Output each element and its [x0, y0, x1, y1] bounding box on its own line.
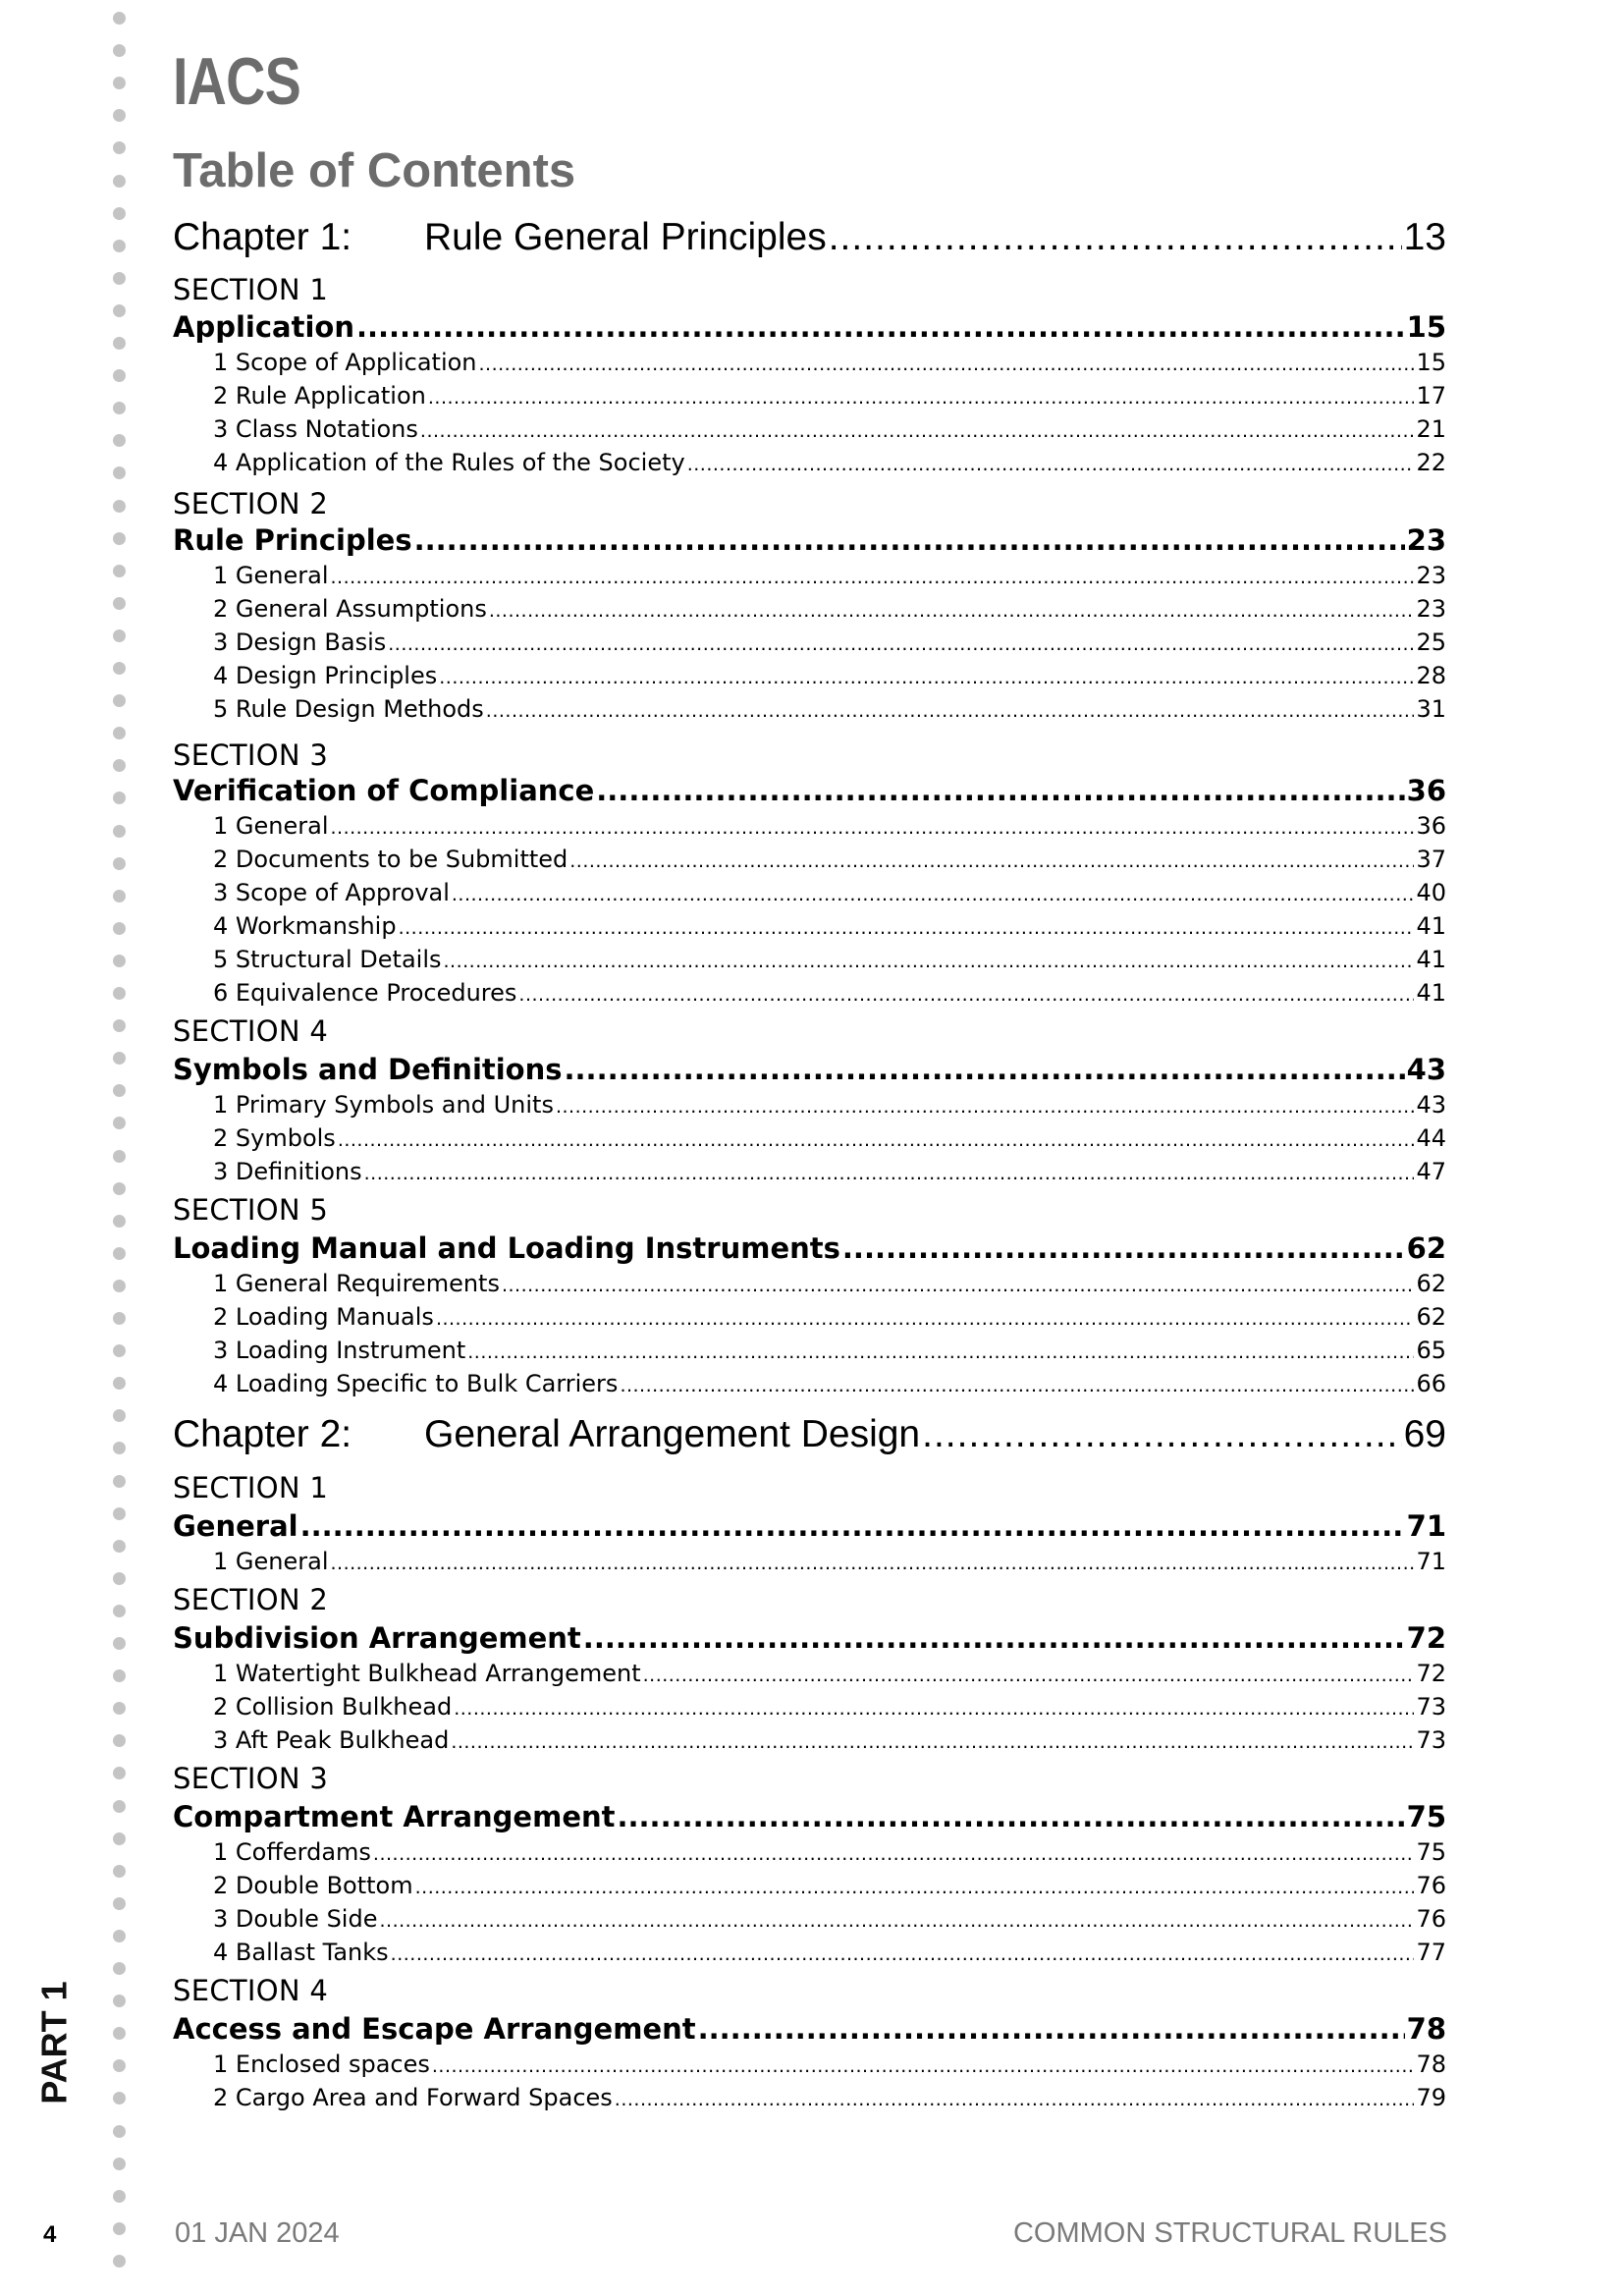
section-number [173, 1762, 1446, 1797]
binding-dot [113, 1930, 126, 1942]
dot-leader [451, 1731, 1414, 1753]
binding-dot [113, 304, 126, 317]
toc-page-number: 73 [1416, 1726, 1446, 1754]
toc-text: 4 Application of the Rules of the Society [213, 449, 685, 476]
toc-page-number: 71 [1416, 1548, 1446, 1575]
dot-leader [643, 1665, 1415, 1686]
toc-text: 1 General [213, 812, 329, 840]
toc-text: 2 General Assumptions [213, 595, 487, 623]
toc-page-number: 15 [1416, 349, 1446, 376]
binding-dot [113, 1507, 126, 1520]
toc-text: 3 Definitions [213, 1158, 362, 1185]
toc-text: 4 Workmanship [213, 912, 397, 940]
section-title [173, 1053, 1446, 1088]
toc-entry [213, 1693, 1446, 1724]
binding-dot [113, 629, 126, 642]
toc-page-number: 41 [1416, 979, 1446, 1007]
dot-leader [842, 1231, 1405, 1265]
toc-text: 3 Aft Peak Bulkhead [213, 1726, 450, 1754]
dot-leader [432, 2055, 1415, 2077]
page-title: Table of Contents [173, 144, 576, 197]
toc-entry [213, 1270, 1446, 1301]
dot-leader [364, 1163, 1415, 1184]
toc-text: 2 Collision Bulkhead [213, 1693, 453, 1721]
toc-text: SECTION 2 [173, 487, 329, 520]
toc-page-number: 79 [1416, 2084, 1446, 2111]
binding-dot [113, 1540, 126, 1553]
dot-leader [388, 633, 1414, 655]
toc-entry [213, 695, 1446, 727]
toc-text: Symbols and Definitions [173, 1053, 563, 1086]
part-label [31, 1969, 79, 2116]
toc-page-number: 44 [1416, 1124, 1446, 1152]
binding-dot [113, 1280, 126, 1292]
toc-entry [213, 1158, 1446, 1189]
binding-dot [113, 434, 126, 447]
binding-dot [113, 272, 126, 285]
binding-dot [113, 175, 126, 188]
section-title [173, 2012, 1446, 2048]
binding-dot [113, 1150, 126, 1163]
binding-dot [113, 922, 126, 935]
toc-entry [213, 1303, 1446, 1335]
toc-text: 1 General [213, 1548, 329, 1575]
binding-dot [113, 1409, 126, 1422]
binding-dot [113, 500, 126, 513]
toc-text: Application [173, 310, 354, 344]
toc-text: Loading Manual and Loading Instruments [173, 1231, 840, 1265]
toc-text: Compartment Arrangement [173, 1800, 616, 1833]
toc-entry [213, 846, 1446, 877]
section-number [173, 1193, 1446, 1229]
toc-text: 1 General Requirements [213, 1270, 500, 1297]
toc-entry [213, 1905, 1446, 1937]
section-title [173, 310, 1446, 346]
dot-leader [620, 1375, 1414, 1396]
toc-entry [213, 1872, 1446, 1903]
binding-dot [113, 1344, 126, 1357]
toc-page-number: 75 [1416, 1838, 1446, 1866]
toc-entry [213, 382, 1446, 413]
toc-page-number: 73 [1416, 1693, 1446, 1721]
toc-entry [213, 1337, 1446, 1368]
toc-text: 3 Scope of Approval [213, 879, 450, 906]
toc-page-number: 40 [1416, 879, 1446, 906]
toc-entry [213, 1838, 1446, 1870]
toc-text: 6 Equivalence Procedures [213, 979, 517, 1007]
toc-entry [213, 1939, 1446, 1970]
dot-leader [922, 1413, 1401, 1456]
toc-entry [213, 595, 1446, 627]
binding-dot [113, 1767, 126, 1779]
toc-page-number: 75 [1406, 1800, 1446, 1833]
toc-text: 3 Loading Instrument [213, 1337, 466, 1364]
chapter-number: Chapter 2: [173, 1413, 352, 1455]
dot-leader [420, 420, 1415, 442]
toc-page-number: 76 [1416, 1905, 1446, 1933]
binding-dot [113, 1734, 126, 1747]
dot-leader [300, 1509, 1405, 1543]
toc-text: SECTION 1 [173, 273, 329, 306]
dot-leader [454, 1698, 1414, 1720]
toc-page-number: 17 [1416, 382, 1446, 410]
toc-page-number: 77 [1416, 1939, 1446, 1966]
footer-date: 01 JAN 2024 [175, 2217, 340, 2249]
toc-text: 2 Symbols [213, 1124, 336, 1152]
dot-leader [615, 2089, 1415, 2110]
toc-entry [213, 1726, 1446, 1758]
binding-dot [113, 369, 126, 382]
toc-page-number: 78 [1406, 2012, 1446, 2046]
toc-page-number: 41 [1416, 912, 1446, 940]
binding-dot [113, 532, 126, 545]
section-title [173, 1231, 1446, 1267]
toc-text: 2 Cargo Area and Forward Spaces [213, 2084, 613, 2111]
toc-page-number: 66 [1416, 1370, 1446, 1397]
toc-entry [213, 1548, 1446, 1579]
dot-leader [379, 1910, 1414, 1932]
toc-text: 3 Design Basis [213, 629, 387, 656]
toc-text: 2 Loading Manuals [213, 1303, 434, 1331]
binding-dot [113, 694, 126, 707]
binding-dot [113, 1637, 126, 1650]
binding-dot [113, 1377, 126, 1390]
toc-text: 4 Design Principles [213, 662, 438, 689]
dot-leader [356, 310, 1405, 344]
dot-leader [596, 774, 1404, 807]
toc-page-number: 41 [1416, 946, 1446, 973]
binding-dot [113, 1832, 126, 1845]
toc-text: Rule Principles [173, 523, 412, 557]
toc-text: 1 Primary Symbols and Units [213, 1091, 554, 1119]
toc-entry [213, 2084, 1446, 2115]
section-number [173, 1583, 1446, 1618]
binding-dot [113, 207, 126, 220]
section-title [173, 1509, 1446, 1545]
dot-leader [444, 951, 1415, 972]
binding-dot [113, 565, 126, 577]
dot-leader [428, 387, 1415, 409]
toc-entry [213, 912, 1446, 944]
dot-leader [698, 2012, 1405, 2046]
binding-dot [113, 1572, 126, 1585]
iacs-logo: IACS [173, 44, 300, 119]
binding-dot [113, 1117, 126, 1129]
toc-text: 1 Watertight Bulkhead Arrangement [213, 1660, 641, 1687]
toc-page-number: 23 [1406, 523, 1446, 557]
toc-page-number: 62 [1416, 1270, 1446, 1297]
toc-text: Verification of Compliance [173, 774, 595, 807]
dot-leader [467, 1341, 1414, 1363]
toc-text: 2 Double Bottom [213, 1872, 413, 1899]
dot-leader [479, 354, 1415, 375]
binding-dot [113, 141, 126, 154]
binding-dot [113, 955, 126, 967]
toc-text: Subdivision Arrangement [173, 1621, 581, 1655]
binding-dot [113, 1052, 126, 1065]
toc-text: 5 Rule Design Methods [213, 695, 484, 723]
toc-page-number: 31 [1416, 695, 1446, 723]
toc-text: 1 Scope of Application [213, 349, 477, 376]
toc-text: SECTION 5 [173, 1193, 329, 1227]
dot-leader [829, 216, 1402, 259]
toc-entry [213, 1124, 1446, 1156]
toc-entry [213, 415, 1446, 447]
toc-text: 2 Rule Application [213, 382, 426, 410]
dot-leader [565, 1053, 1405, 1086]
binding-dot [113, 759, 126, 772]
toc-text: SECTION 1 [173, 1471, 329, 1504]
binding-dot [113, 44, 126, 57]
toc-text: 5 Structural Details [213, 946, 442, 973]
dot-leader [330, 1553, 1414, 1574]
binding-dot [113, 1800, 126, 1813]
binding-dot [113, 727, 126, 739]
binding-dot [113, 2059, 126, 2072]
toc-text: 1 Cofferdams [213, 1838, 371, 1866]
section-title [173, 1800, 1446, 1835]
binding-dot [113, 1962, 126, 1975]
toc-text: General [173, 1509, 298, 1543]
binding-dot [113, 12, 126, 25]
toc-text: SECTION 4 [173, 1014, 329, 1048]
toc-page-number: 78 [1416, 2050, 1446, 2078]
binding-dot [113, 240, 126, 252]
binding-dot [113, 109, 126, 122]
toc-entry [213, 812, 1446, 844]
toc-entry [213, 1660, 1446, 1691]
toc-text: 1 General [213, 562, 329, 589]
toc-text: 3 Double Side [213, 1905, 378, 1933]
binding-dot [113, 1669, 126, 1682]
part-label-text: PART 1 [34, 1981, 76, 2105]
binding-dot [113, 1605, 126, 1617]
dot-leader [502, 1275, 1414, 1296]
toc-page-number: 62 [1416, 1303, 1446, 1331]
binding-dot [113, 2190, 126, 2203]
binding-dot [113, 2222, 126, 2235]
toc-entry [213, 629, 1446, 660]
binding-dot [113, 466, 126, 479]
toc-text: SECTION 4 [173, 1974, 329, 2007]
toc-entry [213, 662, 1446, 693]
toc-text: 3 Class Notations [213, 415, 418, 443]
binding-dot [113, 890, 126, 902]
toc-page-number: 71 [1406, 1509, 1446, 1543]
toc-page-number: 28 [1416, 662, 1446, 689]
section-number [173, 1014, 1446, 1050]
dot-leader [569, 850, 1414, 872]
toc-page-number: 62 [1406, 1231, 1446, 1265]
binding-dot [113, 2125, 126, 2138]
toc-text: 4 Ballast Tanks [213, 1939, 389, 1966]
toc-page-number: 25 [1416, 629, 1446, 656]
binding-dot [113, 1215, 126, 1228]
binding-dot [113, 1084, 126, 1097]
toc-text: 2 Documents to be Submitted [213, 846, 568, 873]
dot-leader [399, 917, 1415, 939]
binding-dot [113, 2255, 126, 2268]
binding-dot [113, 402, 126, 414]
section-title [173, 774, 1446, 809]
toc-page-number: 43 [1406, 1053, 1446, 1086]
toc-page-number: 37 [1416, 846, 1446, 873]
toc-page-number: 72 [1416, 1660, 1446, 1687]
binding-dot [113, 2092, 126, 2105]
binding-dot [113, 2158, 126, 2170]
toc-page-number: 13 [1403, 216, 1446, 258]
toc-entry [213, 562, 1446, 593]
toc-page-number: 36 [1406, 774, 1446, 807]
binding-dot [113, 1312, 126, 1325]
dot-leader [330, 567, 1414, 588]
binding-dot [113, 662, 126, 675]
binding-dot [113, 1702, 126, 1715]
chapter-number: Chapter 1: [173, 216, 352, 258]
binding-dot [113, 1019, 126, 1032]
toc-text: 4 Loading Specific to Bulk Carriers [213, 1370, 619, 1397]
binding-dot [113, 792, 126, 804]
dot-leader [452, 884, 1415, 905]
dot-leader [486, 700, 1415, 722]
toc-text: SECTION 2 [173, 1583, 329, 1616]
toc-entry [213, 349, 1446, 380]
chapter-heading [173, 216, 1446, 265]
toc-text: Rule General Principles [424, 216, 827, 258]
binding-dot [113, 77, 126, 89]
toc-page-number: 23 [1416, 562, 1446, 589]
binding-dot [113, 2027, 126, 2040]
toc-page-number: 72 [1406, 1621, 1446, 1655]
section-number [173, 273, 1446, 308]
toc-text: General Arrangement Design [424, 1413, 921, 1455]
toc-entry [213, 2050, 1446, 2082]
binding-dot [113, 1182, 126, 1195]
binding-dot [113, 597, 126, 610]
dot-leader [414, 523, 1405, 557]
binding-dot [113, 1247, 126, 1260]
toc-entry [213, 1370, 1446, 1401]
dot-leader [439, 667, 1414, 688]
section-number [173, 1471, 1446, 1506]
dot-leader [556, 1096, 1415, 1118]
toc-page-number: 76 [1416, 1872, 1446, 1899]
binding-dot [113, 987, 126, 1000]
binding-dot [113, 1897, 126, 1910]
toc-page-number: 21 [1416, 415, 1446, 443]
toc-text: 1 Enclosed spaces [213, 2050, 430, 2078]
binding-dot [113, 1865, 126, 1878]
dot-leader [687, 454, 1415, 475]
chapter-heading [173, 1413, 1446, 1462]
dot-leader [415, 1877, 1415, 1898]
toc-text: Access and Escape Arrangement [173, 2012, 696, 2046]
page-number: 4 [43, 2221, 57, 2248]
toc-page-number: 23 [1416, 595, 1446, 623]
binding-dot [113, 825, 126, 838]
toc-page-number: 15 [1406, 310, 1446, 344]
toc-page-number: 69 [1403, 1413, 1446, 1455]
toc-text: SECTION 3 [173, 1762, 329, 1795]
section-number [173, 1974, 1446, 2009]
dot-leader [583, 1621, 1405, 1655]
binding-dots [113, 0, 133, 2296]
toc-page-number: 43 [1416, 1091, 1446, 1119]
toc-page-number: 65 [1416, 1337, 1446, 1364]
dot-leader [330, 817, 1414, 839]
binding-dot [113, 1995, 126, 2007]
toc-text: SECTION 3 [173, 738, 329, 772]
toc-entry [213, 449, 1446, 480]
section-title [173, 1621, 1446, 1657]
toc-entry [213, 979, 1446, 1011]
binding-dot [113, 337, 126, 350]
dot-leader [391, 1943, 1415, 1965]
dot-leader [436, 1308, 1415, 1330]
dot-leader [489, 600, 1415, 622]
toc-page-number: 47 [1416, 1158, 1446, 1185]
dot-leader [338, 1129, 1415, 1151]
toc-entry [213, 879, 1446, 910]
toc-page-number: 36 [1416, 812, 1446, 840]
section-title [173, 523, 1446, 559]
dot-leader [518, 984, 1414, 1006]
footer-document-title: COMMON STRUCTURAL RULES [1012, 2217, 1447, 2249]
section-number [173, 487, 1446, 522]
dot-leader [618, 1800, 1405, 1833]
binding-dot [113, 857, 126, 870]
binding-dot [113, 1442, 126, 1454]
dot-leader [373, 1843, 1415, 1865]
toc-entry [213, 1091, 1446, 1122]
toc-page-number: 22 [1416, 449, 1446, 476]
section-number [173, 738, 1446, 774]
toc-entry [213, 946, 1446, 977]
binding-dot [113, 1475, 126, 1488]
